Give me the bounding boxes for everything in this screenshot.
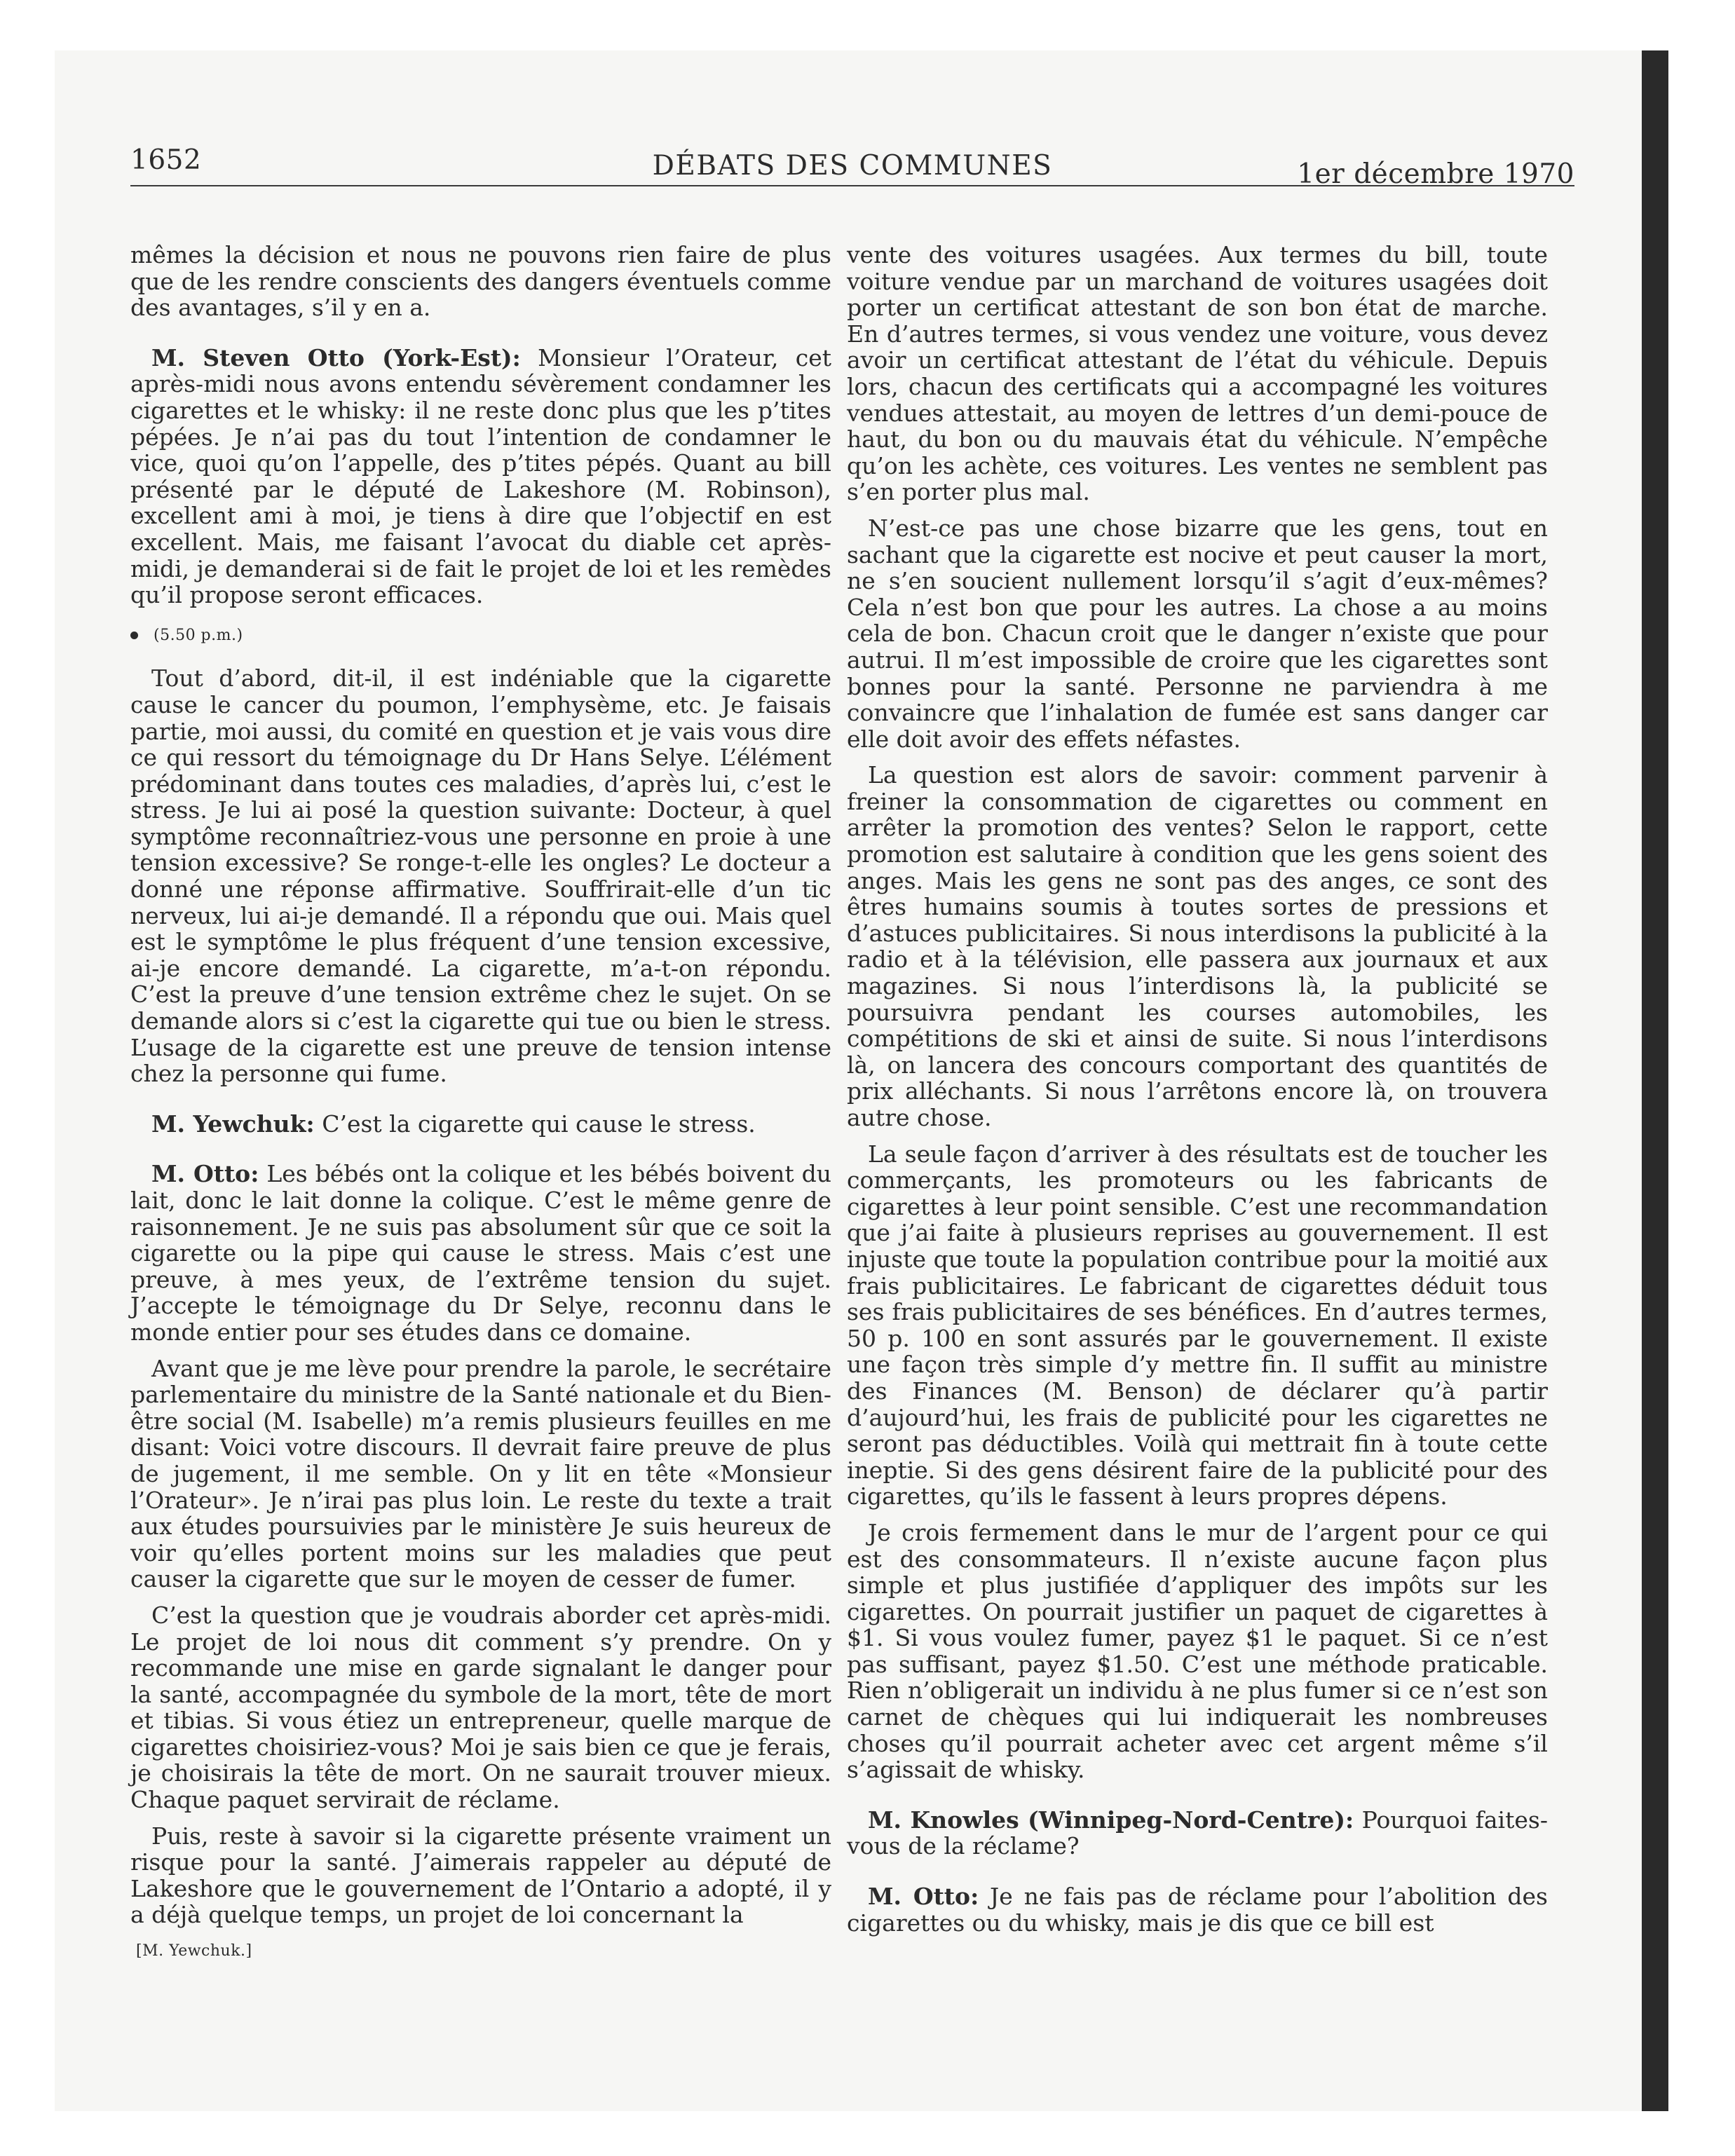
speech-paragraph xyxy=(847,1807,1548,1860)
paragraph: mêmes la décision et nous ne pouvons rien faire de plus que de les rendre conscients des dangers éventuels comme des avantages, s’il y en a. xyxy=(130,241,831,322)
speech-paragraph xyxy=(130,345,831,608)
paragraph: vente des voitures usagées. Aux termes du bill, toute voiture vendue par un marchand de voitures usagées doit porter un certificat attestant de son bon état de marche. En d’autres termes, si vous vendez une voiture, vous devez avoir un certificat attestant de l’état du véhicule. Depuis lors, chacun des certificats qui a accompagné les voitures vendues attestait, au moyen de lettres d’un demi-pouce de haut, du bon ou du mauvais état du véhicule. N’empêche qu’on les achète, ces voitures. Les ventes ne semblent pas s’en porter plus mal. xyxy=(847,241,1548,506)
paragraph: Je crois fermement dans le mur de l’argent pour ce qui est des consommateurs. Il n’existe aucune façon plus simple et plus justifiée d’appliquer des impôts sur les cigarettes. On pourrait justifier un paquet de cigarettes à $1. Si vous voulez fumer, payez $1 le paquet. Si ce n’est pas suffisant, payez $1.50. C’est une méthode praticable. Rien n’obligerait un individu à ne plus fumer si ce n’est son carnet de chèques qui lui indiquerait les nombreuses choses qu’il pourrait acheter avec cet argent même s’il s’agissait de whisky. xyxy=(847,1518,1548,1784)
right-column xyxy=(847,242,1548,1936)
paragraph: Tout d’abord, dit-il, il est indéniable que la cigarette cause le cancer du poumon, l’emphysème, etc. Je faisais partie, moi aussi, du comité en question et je vais vous dire ce qui ressort du témoignage du Dr Hans Selye. L’élément prédominant dans toutes ces maladies, d’après lui, c’est le stress. Je lui ai posé la question suivante: Docteur, à quel symptôme reconnaîtriez-vous une personne en proie à une tension excessive? Se ronge-t-elle les ongles? Le docteur a donné une réponse affirmative. Souffrirait-elle d’un tic nerveux, lui ai-je demandé. Il a répondu que oui. Mais quel est le symptôme le plus fréquent d’une tension excessive, ai-je encore demandé. La cigarette, m’a-t-on répondu. C’est la preuve d’une tension extrême chez le sujet. On se demande alors si c’est la cigarette qui tue ou bien le stress. L’usage de la cigarette est une preuve de tension intense chez la personne qui fume. xyxy=(130,664,831,1088)
speech-paragraph xyxy=(130,1111,831,1138)
timestamp xyxy=(130,622,831,649)
speech-text: Pourquoi faites-vous de la réclame? xyxy=(847,1806,1548,1860)
speaker-name: M. Otto: xyxy=(151,1160,259,1188)
publication-date: 1er décembre 1970 xyxy=(1297,158,1574,190)
header-rule xyxy=(130,185,1574,186)
speech-paragraph xyxy=(130,1161,831,1345)
page-header xyxy=(130,140,1574,190)
speaker-name: M. Yewchuk: xyxy=(151,1110,315,1138)
speech-paragraph xyxy=(847,1883,1548,1936)
paragraph: La seule façon d’arriver à des résultats est de toucher les commerçants, les promoteurs ou les fabricants de cigarettes à leur point sensible. C’est une recommandation que j’ai faite à plusieurs reprises au gouvernement. Il est injuste que toute la population contribue pour la moitié aux frais publicitaires. Le fabricant de cigarettes déduit tous ses frais publicitaires de ses bénéfices. En d’autres termes, 50 p. 100 en sont assurés par le gouvernement. Il existe une façon très simple d’y mettre fin. Il suffit au ministre des Finances (M. Benson) de déclarer qu’à partir d’aujourd’hui, les frais de publicité pour les cigarettes ne seront pas déductibles. Voilà qui mettrait fin à toute cette ineptie. Si des gens désirent faire de la publicité pour des cigarettes, qu’ils le fassent à leurs propres dépens. xyxy=(847,1140,1548,1510)
speech-text: C’est la cigarette qui cause le stress. xyxy=(314,1110,756,1138)
timestamp-text: (5.50 p.m.) xyxy=(154,626,243,644)
paragraph: N’est-ce pas une chose bizarre que les gens, tout en sachant que la cigarette est nocive et peut causer la mort, ne s’en soucient nullement lorsqu’il s’agit d’eux-mêmes? Cela n’est bon que pour les autres. La chose a au moins cela de bon. Chacun croit que le danger n’existe que pour autrui. Il m’est impossible de croire que les cigarettes sont bonnes pour la santé. Personne ne parviendra à me convaincre que l’inhalation de fumée est sans danger car elle doit avoir des effets néfastes. xyxy=(847,514,1548,753)
paragraph: Puis, reste à savoir si la cigarette présente vraiment un risque pour la santé. J’aimerais rappeler au député de Lakeshore que le gouvernement de l’Ontario a adopté, il y a déjà quelque temps, un projet de loi concernant la xyxy=(130,1822,831,1929)
speaker-name: M. Otto: xyxy=(868,1883,979,1911)
paragraph: La question est alors de savoir: comment parvenir à freiner la consommation de cigarettes ou comment en arrêter la promotion des ventes? Selon le rapport, cette promotion est salutaire à condition que les gens soient des anges. Mais les gens ne sont pas des anges, ce sont des êtres humains soumis à toutes sortes de pressions et d’astuces publicitaires. Si nous interdisons la publicité à la radio et à la télévision, elle passera aux journaux et aux magazines. Si nous l’interdisons là, la publicité se poursuivra pendant les courses automobiles, les compétitions de ski et ainsi de suite. Si nous l’interdisons là, on lancera des concours comportant des quantités de prix alléchants. Si nous l’arrêtons encore là, on trouvera autre chose. xyxy=(847,761,1548,1131)
speaker-name: M. Steven Otto (York-Est): xyxy=(151,343,521,371)
scan-edge-shadow xyxy=(1642,50,1668,2111)
bullet-icon xyxy=(130,632,138,639)
page-number: 1652 xyxy=(130,144,202,176)
speaker-footnote: [M. Yewchuk.] xyxy=(136,1942,252,1960)
paragraph: C’est la question que je voudrais aborder cet après-midi. Le projet de loi nous dit comment s’y prendre. On y recommande une mise en garde signalant le danger pour la santé, accompagnée du symbole de la mort, tête de mort et tibias. Si vous étiez un entrepreneur, quelle marque de cigarettes choisiriez-vous? Moi je sais bien ce que je ferais, je choisirais la tête de mort. On ne saurait trouver mieux. Chaque paquet servirait de réclame. xyxy=(130,1601,831,1814)
speech-text: Je ne fais pas de réclame pour l’abolition des cigarettes ou du whisky, mais je dis que ce bill est xyxy=(847,1883,1548,1937)
speech-text: Monsieur l’Orateur, cet après-midi nous avons entendu sévèrement condamner les cigarettes et le whisky: il ne reste donc plus que les p’tites pépées. Je n’ai pas du tout l’intention de condamner le vice, quoi qu’on l’appelle, des p’tites pépés. Quant au bill présenté par le député de Lakeshore (M. Robinson), excellent ami à moi, je tiens à dire que l’objectif en est excellent. Mais, me faisant l’avocat du diable cet après-midi, je demanderai si de fait le projet de loi et les remèdes qu’il propose seront efficaces. xyxy=(130,343,831,609)
left-column xyxy=(130,242,831,1965)
paragraph: Avant que je me lève pour prendre la parole, le secrétaire parlementaire du ministre de la Santé nationale et du Bien-être social (M. Isabelle) m’a remis plusieurs feuilles en me disant: Voici votre discours. Il devrait faire preuve de plus de jugement, il me semble. On y lit en tête «Monsieur l’Orateur». Je n’irai pas plus loin. Le reste du texte a trait aux études poursuivies par le ministère Je suis heureux de voir qu’elles portent moins sur les maladies que peut causer la cigarette que sur le moyen de cesser de fumer. xyxy=(130,1354,831,1593)
publication-title: DÉBATS DES COMMUNES xyxy=(652,150,1053,182)
speech-text: Les bébés ont la colique et les bébés boivent du lait, donc le lait donne la colique. C’est le même genre de raisonnement. Je ne suis pas absolument sûr que ce soit la cigarette ou la pipe qui cause le stress. Mais c’est une preuve, à mes yeux, de l’extrême tension du sujet. J’accepte le témoignage du Dr Selye, reconnu dans le monde entier pour ses études dans ce domaine. xyxy=(130,1160,831,1346)
speaker-name: M. Knowles (Winnipeg-Nord-Centre): xyxy=(868,1806,1354,1834)
